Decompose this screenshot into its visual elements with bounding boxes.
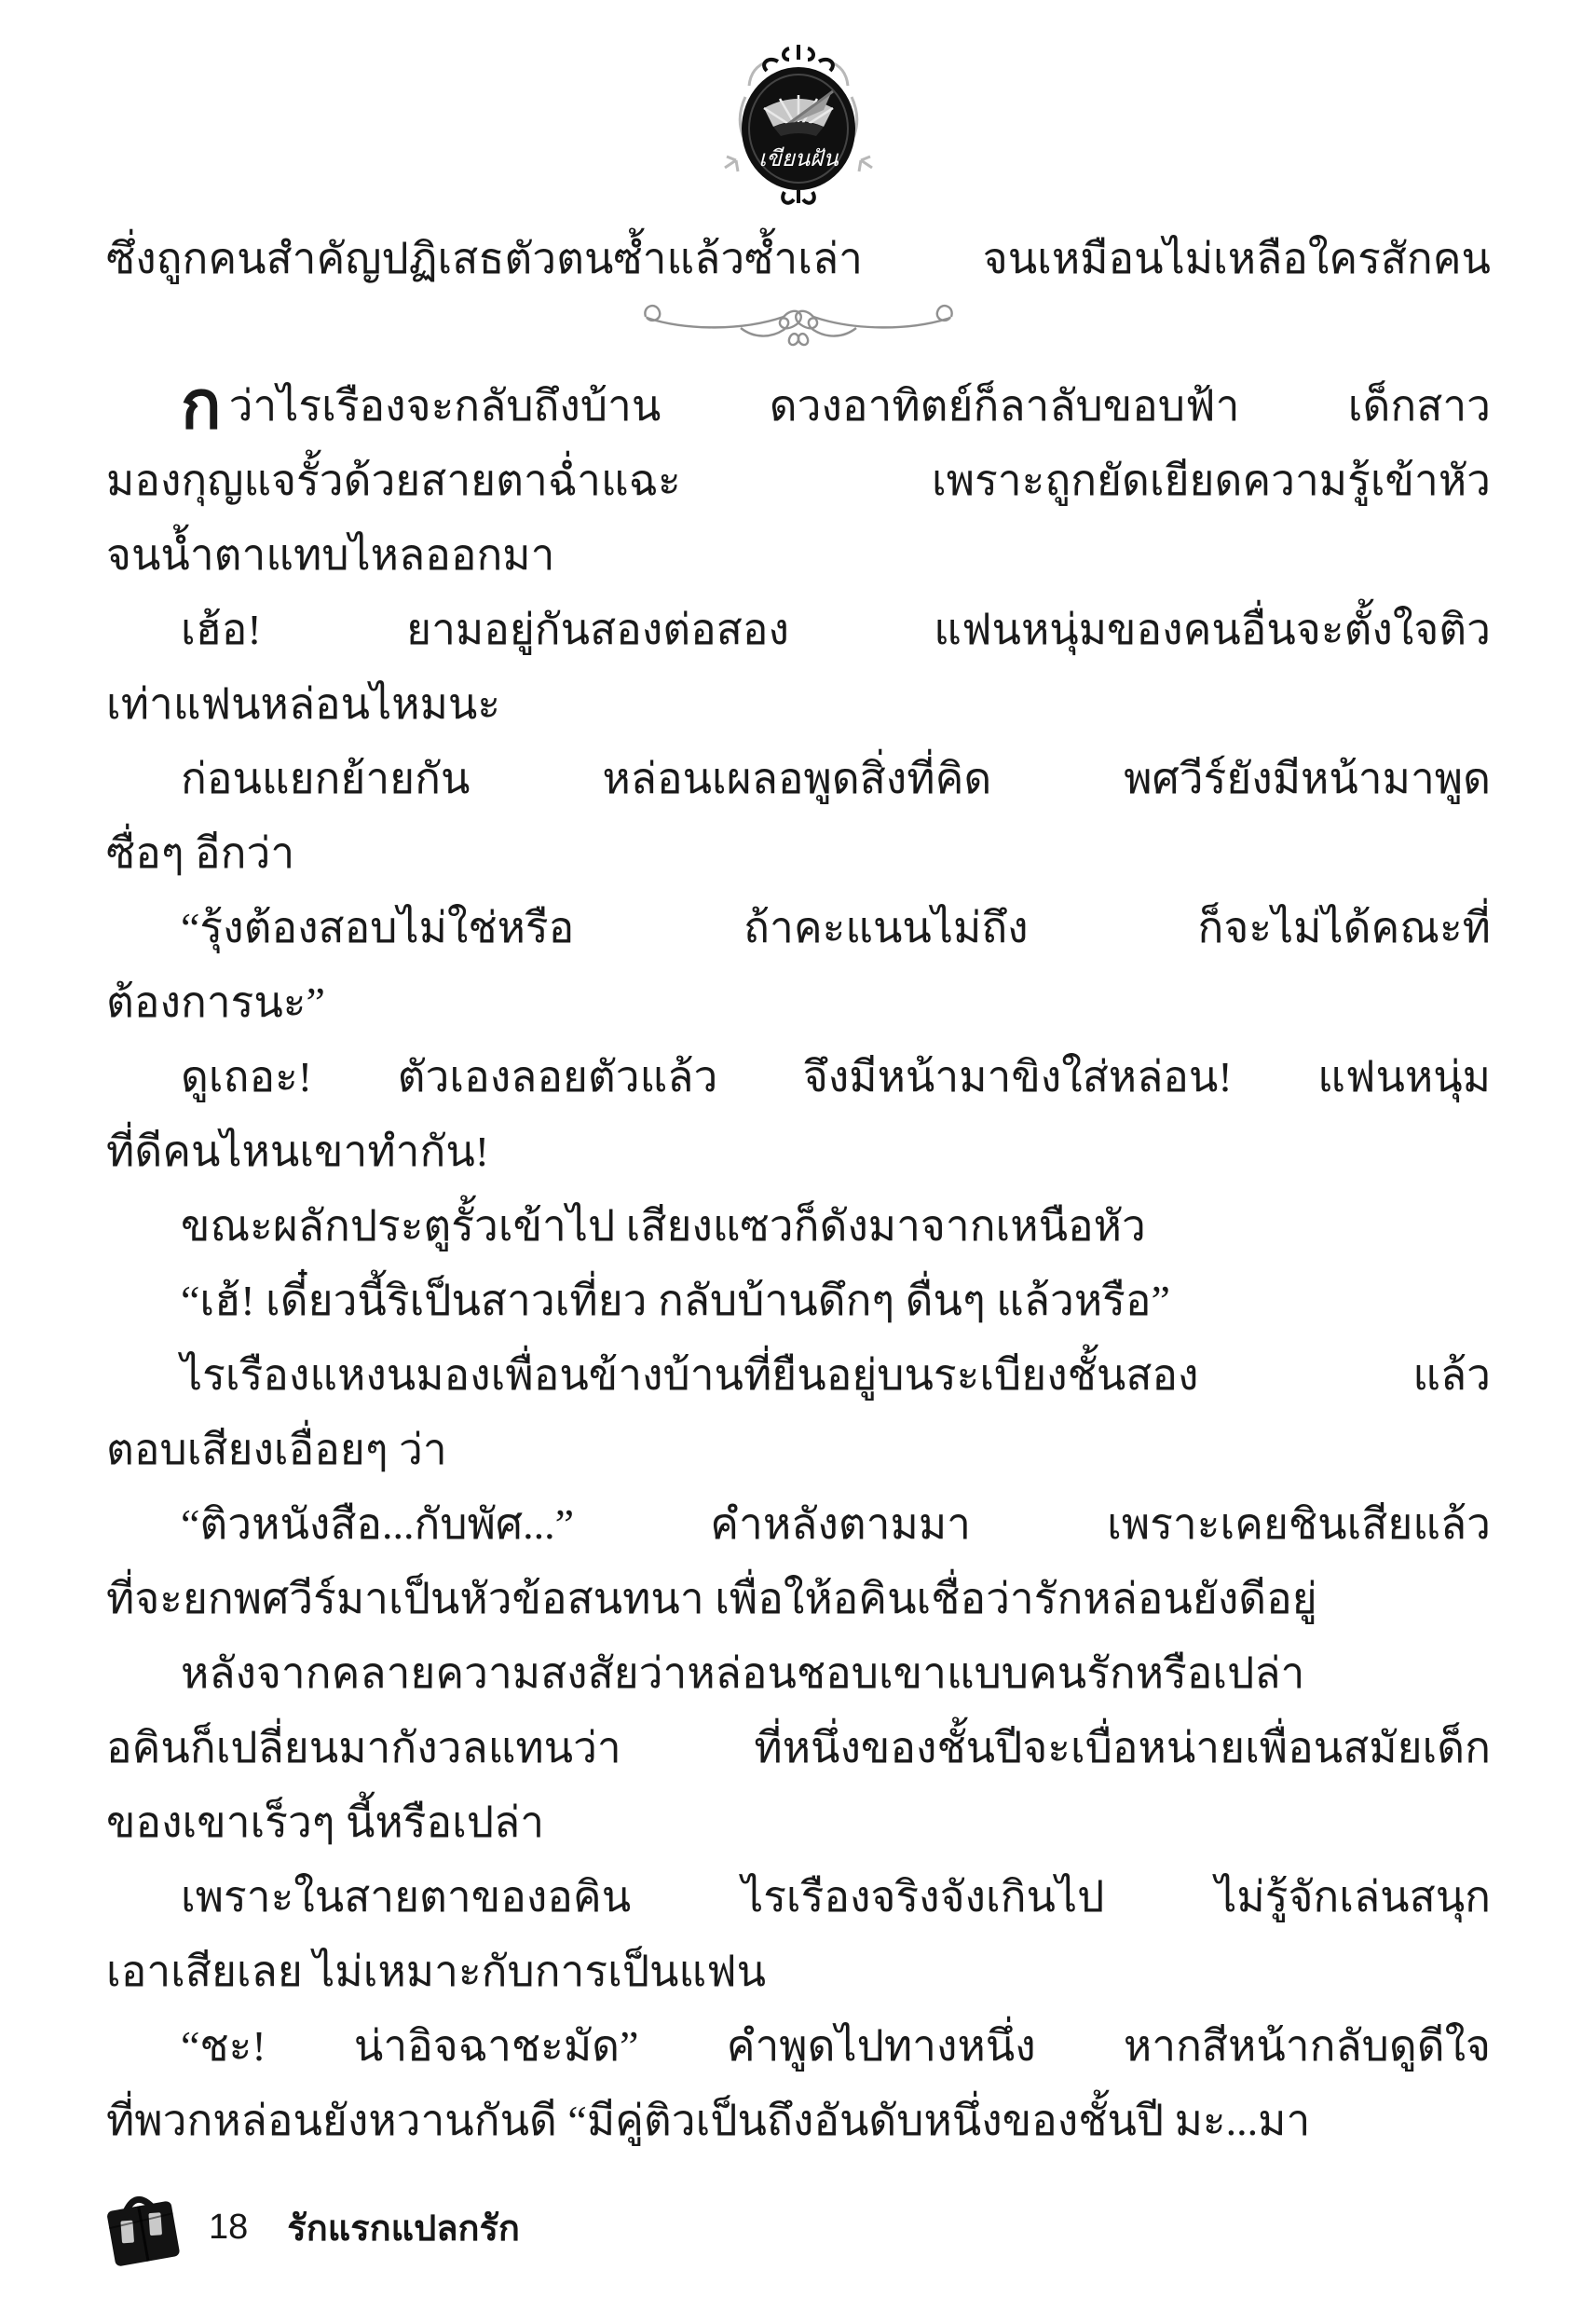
text-line: ก่อนแยกย้ายกัน หล่อนเผลอพูดสิ่งที่คิด พศวีร์ยังมีหน้ามาพูด <box>181 755 1491 802</box>
text-line: เอาเสียเลย ไม่เหมาะกับการเป็นแฟน <box>106 1948 767 1995</box>
book-quill-emblem-icon <box>719 41 878 209</box>
text-line: จนน้ำตาแทบไหลออกมา <box>106 531 555 579</box>
text-line: เท่าแฟนหล่อนไหมนะ <box>106 680 501 728</box>
text-line: ที่พวกหล่อนยังหวานกันดี “มีคู่ติวเป็นถึงอันดับหนึ่งของชั้นปี มะ...มา <box>106 2097 1311 2144</box>
text-line: ซื่อๆ อีกว่า <box>106 829 295 877</box>
text-line: ตอบเสียงเอื่อยๆ ว่า <box>106 1426 447 1473</box>
text-line: “ติวหนังสือ...กับพัศ...” คำหลังตามมา เพราะเคยชินเสียแล้ว <box>181 1500 1491 1548</box>
text-line: “รุ้งต้องสอบไม่ใช่หรือ ถ้าคะแนนไม่ถึง ก็จะไม่ได้คณะที่ <box>181 904 1491 951</box>
body-text <box>106 369 1491 2158</box>
book-title: รักแรกแปลกรัก <box>287 2208 520 2249</box>
page-footer <box>104 2179 520 2276</box>
text-line: เฮ้อ! ยามอยู่กันสองต่อสอง แฟนหนุ่มของคนอื่นจะตั้งใจติว <box>181 606 1491 653</box>
text-line: หลังจากคลายความสงสัยว่าหล่อนชอบเขาแบบคนรักหรือเปล่า <box>181 1649 1305 1697</box>
text-line: ดูเถอะ! ตัวเองลอยตัวแล้ว จึงมีหน้ามาขิงใส่หล่อน! แฟนหนุ่ม <box>181 1053 1491 1101</box>
publisher-logo-text: เขียนฝัน <box>757 147 839 171</box>
text-line: “เฮ้! เดี๋ยวนี้ริเป็นสาวเที่ยว กลับบ้านดึกๆ ดื่นๆ แล้วหรือ” <box>181 1277 1170 1324</box>
text-line: ของเขาเร็วๆ นี้หรือเปล่า <box>106 1798 545 1846</box>
text-line: ที่จะยกพศวีร์มาเป็นหัวข้อสนทนา เพื่อให้อคินเชื่อว่ารักหล่อนยังดีอยู่ <box>106 1575 1317 1622</box>
ornamental-divider <box>631 289 966 353</box>
text-line: มองกุญแจรั้วด้วยสายตาฉ่ำแฉะ เพราะถูกยัดเยียดความรู้เข้าหัว <box>106 457 1491 504</box>
text-line <box>106 369 1491 444</box>
text-line: ที่ดีคนไหนเขาทำกัน! <box>106 1128 490 1175</box>
school-bag-icon <box>104 2181 183 2274</box>
text-line: อคินก็เปลี่ยนมากังวลแทนว่า ที่หนึ่งของชั้นปีจะเบื่อหน่ายเพื่อนสมัยเด็ก <box>106 1724 1491 1771</box>
text-line: “ชะ! น่าอิจฉาชะมัด” คำพูดไปทางหนึ่ง หากสีหน้ากลับดูดีใจ <box>181 2022 1491 2070</box>
text-line: ไรเรืองแหงนมองเพื่อนข้างบ้านที่ยืนอยู่บนระเบียงชั้นสอง แล้ว <box>181 1351 1491 1399</box>
intro-line: ซึ่งถูกคนสำคัญปฏิเสธตัวตนซ้ำแล้วซ้ำเล่า จนเหมือนไม่เหลือใครสักคน <box>106 235 1491 282</box>
flourish-divider-icon <box>631 289 966 349</box>
page-number: 18 <box>209 2207 249 2247</box>
text-line: ต้องการนะ” <box>106 978 325 1026</box>
text-line-content: ว่าไรเรืองจะกลับถึงบ้าน ดวงอาทิตย์ก็ลาลับขอบฟ้า เด็กสาว <box>228 382 1491 430</box>
text-line: ขณะผลักประตูรั้วเข้าไป เสียงแซวก็ดังมาจากเหนือหัว <box>181 1202 1146 1250</box>
publisher-logo <box>719 41 878 209</box>
drop-cap: ก <box>181 369 222 443</box>
text-line: เพราะในสายตาของอคิน ไรเรืองจริงจังเกินไป ไม่รู้จักเล่นสนุก <box>181 1873 1491 1921</box>
